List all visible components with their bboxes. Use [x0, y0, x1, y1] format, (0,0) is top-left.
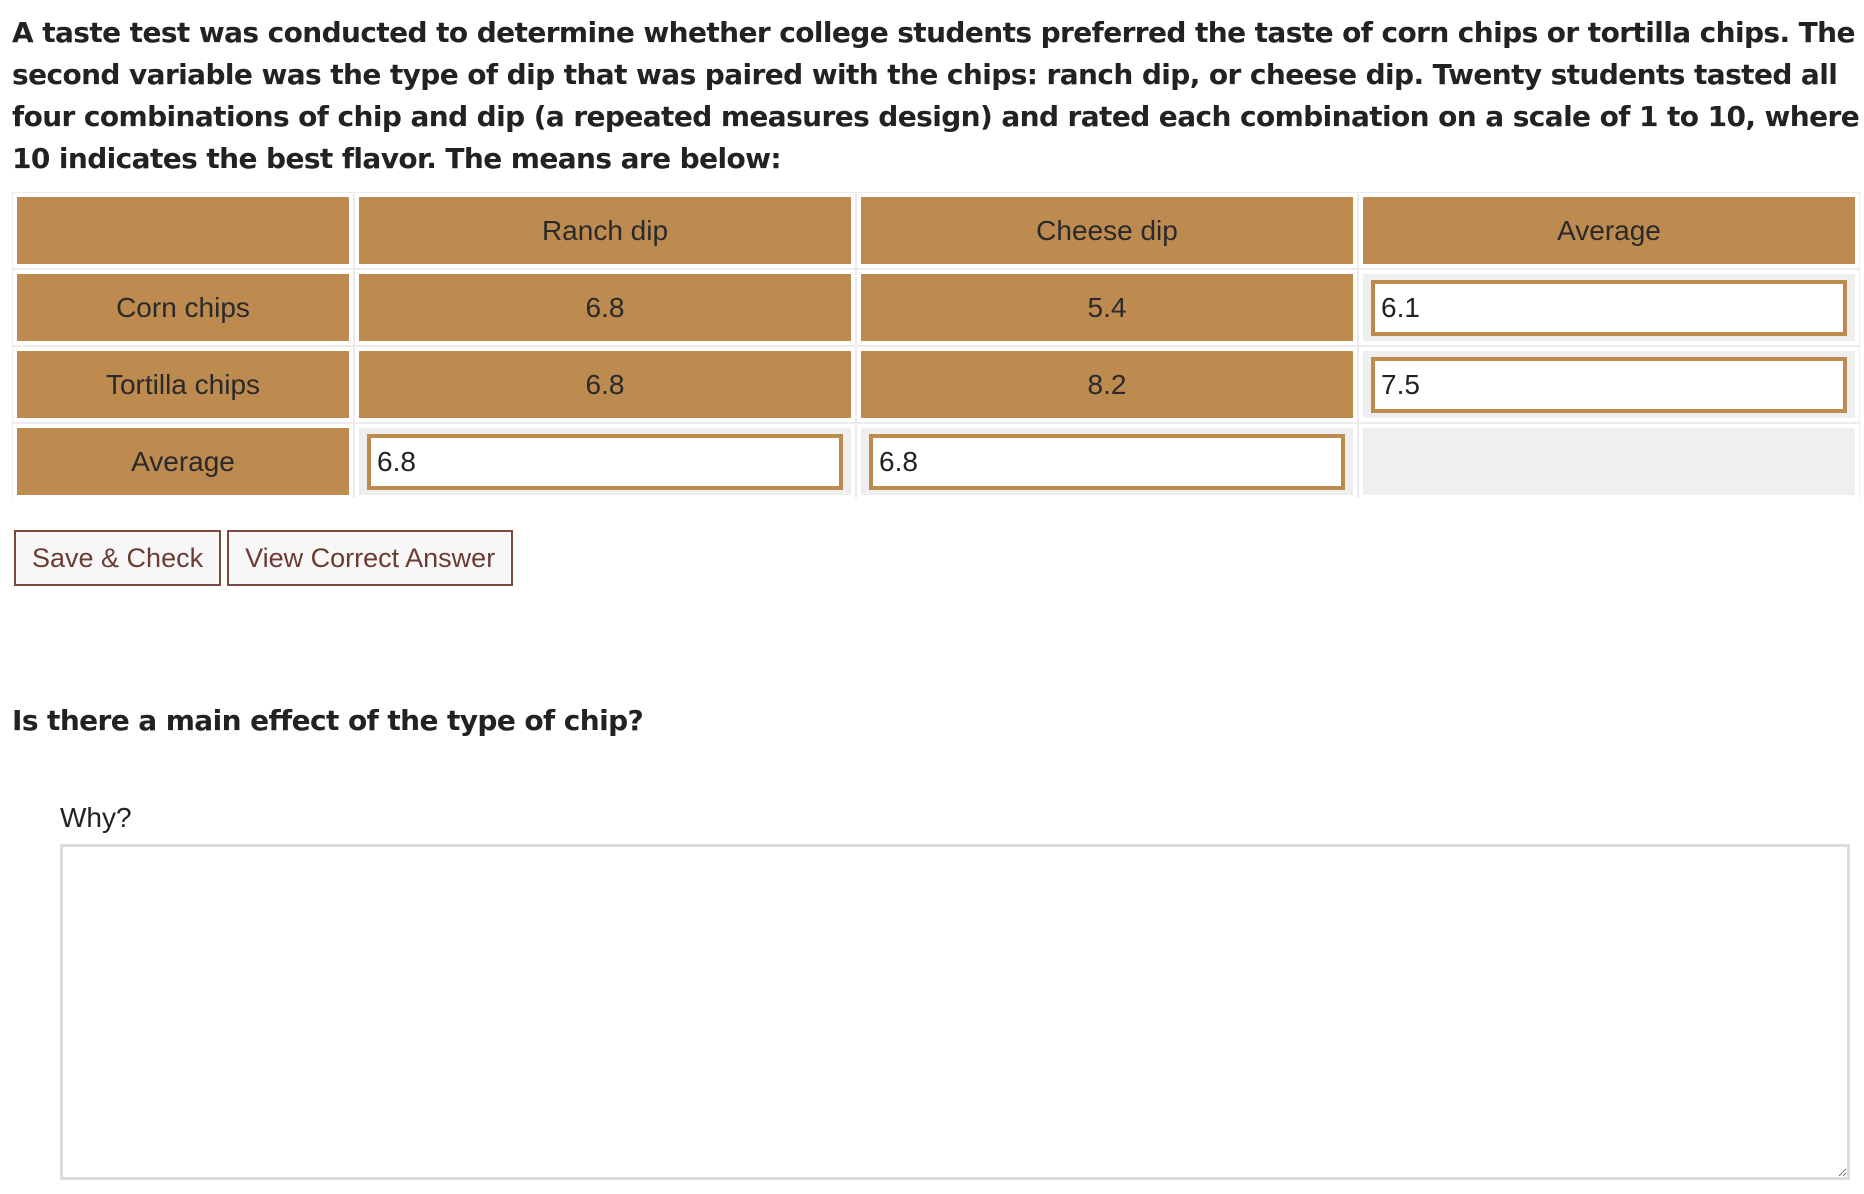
save-check-button[interactable]: Save & Check [14, 530, 221, 586]
row-header-tortilla-chips: Tortilla chips [13, 347, 353, 422]
main-effect-question: Is there a main effect of the type of chip? [12, 704, 644, 737]
cell-tortilla-cheese: 8.2 [857, 347, 1357, 422]
cell-grand-average-empty [1359, 424, 1859, 499]
cell-corn-ranch: 6.8 [355, 270, 855, 345]
why-label: Why? [60, 802, 132, 833]
view-correct-answer-button[interactable]: View Correct Answer [227, 530, 513, 586]
cell-corn-cheese: 5.4 [857, 270, 1357, 345]
cell-cheese-average [857, 424, 1357, 499]
col-header-cheese-dip: Cheese dip [857, 193, 1357, 268]
problem-prompt: A taste test was conducted to determine whether college students preferred the taste of corn chips or tortilla chips. The second variable was the type of dip that was paired with the chips: ranch dip, or cheese dip. Twenty students tasted all four combinations of chip and dip (a repeated measures design) and rated each combination on a scale of 1 to 10, where 10 indicates the best flavor. The means are below: [12, 16, 1860, 175]
row-header-corn-chips: Corn chips [13, 270, 353, 345]
cheese-dip-average-input[interactable] [869, 434, 1345, 490]
ranch-dip-average-input[interactable] [367, 434, 843, 490]
action-buttons [14, 530, 513, 586]
col-header-ranch-dip: Ranch dip [355, 193, 855, 268]
tortilla-chips-average-input[interactable] [1371, 357, 1847, 413]
cell-ranch-average [355, 424, 855, 499]
table-corner-cell [13, 193, 353, 268]
means-table [12, 192, 1860, 498]
cell-tortilla-average [1359, 347, 1859, 422]
corn-chips-average-input[interactable] [1371, 280, 1847, 336]
col-header-average: Average [1359, 193, 1859, 268]
cell-tortilla-ranch: 6.8 [355, 347, 855, 422]
row-header-average: Average [13, 424, 353, 499]
cell-corn-average [1359, 270, 1859, 345]
why-answer-textarea[interactable] [60, 844, 1850, 1180]
